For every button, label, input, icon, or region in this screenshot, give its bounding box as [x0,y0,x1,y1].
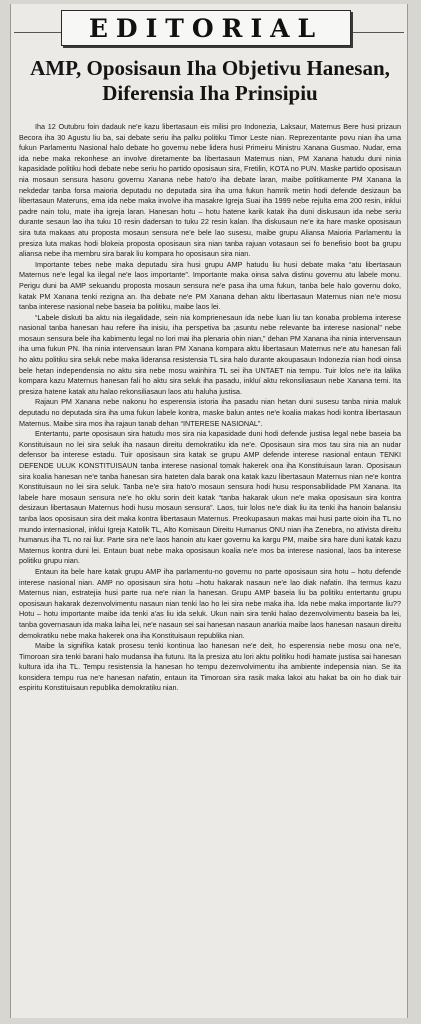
paragraph: Importante tebes nebe maka deputadu sira husi grupu AMP hatudu liu husi debate maka “atu libertasaun Maternus ne'e legal ka ilegal ne'e laos importante”. Importante maka oinsa salva distinu governu atu labele monu. Perigu duni ba AMP sekuandu proposta mosaun sensura ne'e pasa iha uma fukun, tanba bele halo governu doko, katak PM Xanana tenki rezigna an. Iha debate ne'e PM Xanana dehan aktu libertasaun Maternus nian ne'e mosu tanba interese nasional nebe baseia ba politiku, maibe laos lei. [19,259,401,312]
paragraph: Entaun ita bele hare katak grupu AMP iha parlamentu-no governu no parte oposisaun sira hotu – hotu defende interese nasional nian. AMP no oposisaun sira hotu –hotu hakarak nasaun ne'e lao diak nafatin. Iha termus kazu Maternus nian, estratejia husi parte rua ne'e nian la hanesan. Grupu AMP baseia liu ba politiku entertantu grupu oposisaun hakarak dezenvolvimentu nasaun nian tenki lao ho lei sira nebe maka iha. Ida nebe maka importante liu??Hotu – hotu importante maibe ida tenki a'as liu ida seluk. Ukun nain sira tenki halao dezenvolvimentu baseia ba lei, tanba governasaun ida maka laiha lei, ne'e nasaun sei sai hanesan nasaun anarkia maibe laos hanesan nasaun direitu demokratiku nebe maka hakerek ona iha Konstituisaun republika nian. [19,566,401,640]
section-header: EDITORIAL [61,10,351,46]
paragraph: Entertantu, parte oposisaun sira hatudu mos sira nia kapasidade duni hodi defende justisa legal nebe baseia ba Konstituisaun no lei sira seluk iha nasaun direitu demokratiku ida ne'e. Oposisaun sira mos tau sira nia an nudar defensor ba interese estadu. Tuir oposisaun sira katak se grupu AMP defende interese nasional entaun TENKI DEFENDE ULUK KONSTITUISAUN tanba interese nasional tomak hakerek ona iha Konstituisaun laran. Oposisaun sira koalia hanesan ne'e tanba hanesan sira hateten dala barak ona katak kazu libertasaun Maternus nian ne'e kontra Konstituisaun no lei sira seluk. Tanba ne'e sira hato'o mosaun sensura hodi husu responsabilidade PM Xanana. Ita labele hare mosaun sensura ne'e ho oklu sorin deit katak “tanba hakarak ukun ne'e maka oposisaun sira kontra desizaun libertasaun Maternus hodi husu mosaun sensura”. Laos, tuir lolos ne'e diak liu ita tenki iha hanoin balansiu tanba laos oposisaun sira deit maka kontra libertasaun Maternus. Preokupasaun makas mai husi parte oioin iha TL no mundo internasional, inklui Igreja Katolik TL, Alto Komisaun Direitu Humanus ONU nian iha Zenebra, no ativista direitu humanus iha TL no rai liur. Parte sira ne'e laos hanoin atu kaer governu ka kargu PM, maibe sira hare duni katak kazu Maternus kontra duni lei. Entaun buat nebe maka oposisaun koalia ne'e mos ba interese nasional, laos ba interese politiku grupu nian. [19,429,401,566]
paragraph: “Labele diskuti ba aktu nia ilegalidade, sein nia komprienesaun ida nebe luan liu tan konaba problema interese nasional tanba hanesan hau refere iha inisiu, iha perspetiva ba ;asuntu nebe relevante ba interese nasional” nebe mosaun sensura bele iha kabimentu legal no lori mai iha plenaria ohin nian,” dehan PM Xanana iha ninia intervensaun iha uma fukun PN. Iha ninia intervensaun laran PM Xanana kompara aktu libertasaun Maternus ne'e atu hanesan fali ho aktu politiku sira seluk nebe maka lideransa resistensia TL sira halo durante akoupasaun Indonezia nian hodi oinsa bele hetan independensia no aktu sira nebe mosu wainhira TL sei iha UNTAET nia tempu. Tuir lolos ne'e ita lalika kompara kazu Maternus hanesan fali ho aktu sira seluk iha pasadu, inkluí aktu rekonsiliasaun nebe Xanana temi. Ita presiza hatene katak atu halao rekonsiliasaun laos atu haluha justisa. [19,312,401,396]
paragraph: Maibe la signifika katak prosesu tenki kontinua lao hanesan ne'e deit, ho esperensia nebe mosu ona ne'e, Timoroan sira tenki barani halo mudansa iha futuru. Ita la presiza atu lori aktu politiku hodi hamate justisa sai hanesan kultura ida iha TL. Tempu resistensia la hanesan ho tempu dezenvolvimentu iha ambiente indepensia nian. Se ita konsidera tempu rua ne'e hanesan nafatin, entaun ita Timoroan sira rasik maka lakoi atu hakat ba oin ho diak tuir espiritu Konstituisaun republika demokratiku nian. [19,641,401,693]
paragraph: Iha 12 Outubru foin dadauk ne'e kazu libertasaun eis milisi pro Indonezia, Laksaur, Maternus Bere husi prizaun Becora iha 30 Agustu liu ba, sai debate seriu iha palku politiku Timor Leste nian. Reprezentante povu nian iha uma fukun Parlamentu Nasional halo debate ho governu nebe lidera husi Primeiru Ministru Xanana Gusmao. Nudar, ema ida nebe maka rekonhese an involve diretamente ba libertasaun Maternus nian, PM Xanana hatudu duni ninia kapasidade politiku hodi debate nebe seriu ho partido oposisaun sira, Fretilin, KOTA no PUN. Maske partido oposisaun nia mosaun sensura hasoru governu Xanana nebe hato'o iha debate laran, maibe politikamente PM Xanana la nekdedar tanba forsa maioria deputadu no deputada sira iha uma fukun hamrik metin hodi defende desizaun ba libertasaun Materuns, ema ida nebe maka involve iha masakre Igreja Suai iha 1999 nebe rejulta ema 200 resin, inklui padre nain tolu, mate iha igreja laran. Hanesan hotu – hotu hatene karik katak iha duni diskusaun ida nebe seriu durante sesaun lao iha tuku 10 resin dadersan to tuku 22 resin kalan. Iha diskusaun ne'e ita hare maske oposisaun sira tuta makaas atu proposta mosaun sensura ne'e bele lao susesu, maibe grupu Aliansa Maioria Parlamentu la presiza luta makas hodi blokeia proposta oposisaun sira nian tanba rajuan votasaun sei fo benefisio boot ba grupu aliansa nebe iha membru sira barak liu kompara ho oposisaun sira nian. [19,122,401,259]
newspaper-clipping [10,4,408,1018]
paragraph: Rajaun PM Xanana nebe nakonu ho esperensia istoria iha pasadu nian hetan duni susesu tanba ninia maluk deputadu no deputada sira iha uma fukun labele kontra, maske balun antes ne'e koalia makas hodi kontra libertasaun Maternus. Maibe sira mos iha rajaun tanab dehan “INTERESE NASIONAL”. [19,397,401,428]
headline: AMP, Oposisaun Iha Objetivu Hanesan, Diferensia Iha Prinsipiu [30,56,390,105]
article-body [19,122,401,1014]
